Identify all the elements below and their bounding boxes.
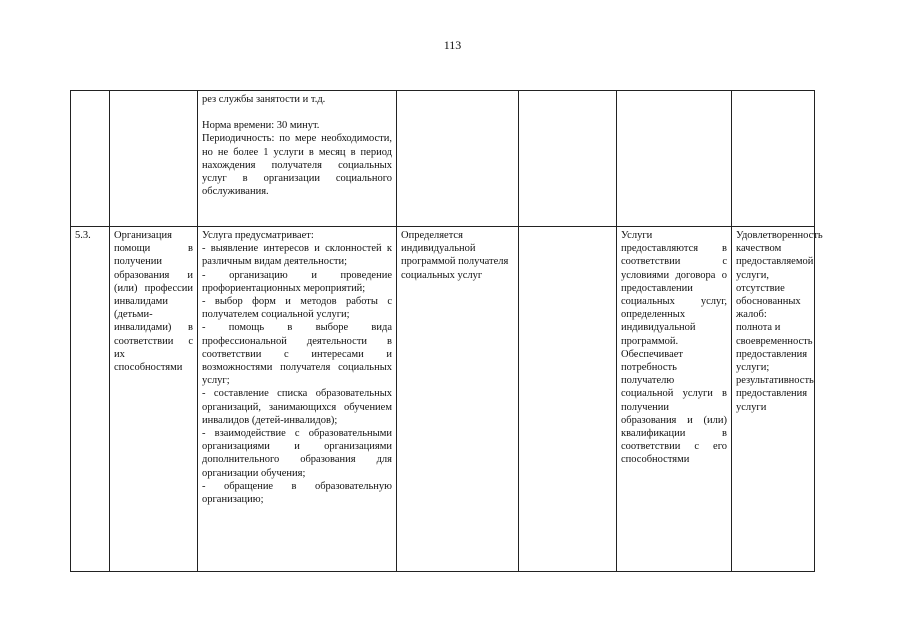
page-number: 113 xyxy=(443,38,462,52)
cell-description xyxy=(198,227,397,572)
description-line: - обращение в образовательную организацию; xyxy=(202,480,392,506)
description-line: - организацию и проведение профориентационных мероприятий; xyxy=(202,269,392,294)
cell-number: 5.3. xyxy=(71,227,110,572)
quality-line: полнота и своевременность предоставления услуги; xyxy=(736,322,813,374)
periodicity: Периодичность: по мере необходимости, но не более 1 услуги в месяц в период нахождения получателя социальных услуг в организации социального обслуживания. xyxy=(202,133,392,198)
description-line: - выявление интересов и склонностей к различным видам деятельности; xyxy=(202,243,392,268)
time-norm: Норма времени: 30 минут. xyxy=(202,120,320,132)
quality-line: результативность предоставления услуги xyxy=(736,375,814,413)
cell-number xyxy=(71,91,110,227)
cell-conditions: Услуги предоставляются в соответствии с условиями договора о предоставлении социальных услуг, определенных индивидуальной программой. Обеспечивает потребность получателю социальной услуги в получении образования и (или) квалификации в соответствии с его способностями xyxy=(617,227,732,572)
cell-name xyxy=(110,91,198,227)
description-line: рез службы занятости и т.д. xyxy=(202,94,326,105)
cell-volume: Определяется индивидуальной программой получателя социальных услуг xyxy=(397,227,519,572)
cell-name: Организация помощи в получении образования и (или) профессии инвалидами (детьми-инвалидами) в соответствии с их способностями xyxy=(110,227,198,572)
table-row-5-3 xyxy=(71,227,815,572)
description-line: Услуга предусматривает: xyxy=(202,230,314,241)
cell-description xyxy=(198,91,397,227)
description-line: - составление списка образовательных организаций, занимающихся обучением инвалидов (детей-инвалидов); xyxy=(202,388,392,426)
description-line: - выбор форм и методов работы с получателем социальной услуги; xyxy=(202,296,392,321)
table-row-continuation xyxy=(71,91,815,227)
description-line: - взаимодействие с образовательными организациями и организациями дополнительного образования для организации обучения; xyxy=(202,428,392,479)
description-line: - помощь в выборе вида профессиональной деятельности в соответствии с интересами и возможностями получателя социальных услуг; xyxy=(202,322,392,387)
cell-quality xyxy=(732,91,815,227)
services-table xyxy=(70,90,823,572)
quality-line: Удовлетворенность качеством предоставляемой услуги, xyxy=(736,230,823,281)
cell-price xyxy=(519,91,617,227)
cell-volume xyxy=(397,91,519,227)
cell-conditions xyxy=(617,91,732,227)
cell-price xyxy=(519,227,617,572)
quality-line: отсутствие обоснованных жалоб: xyxy=(736,282,801,321)
cell-quality xyxy=(732,227,823,572)
